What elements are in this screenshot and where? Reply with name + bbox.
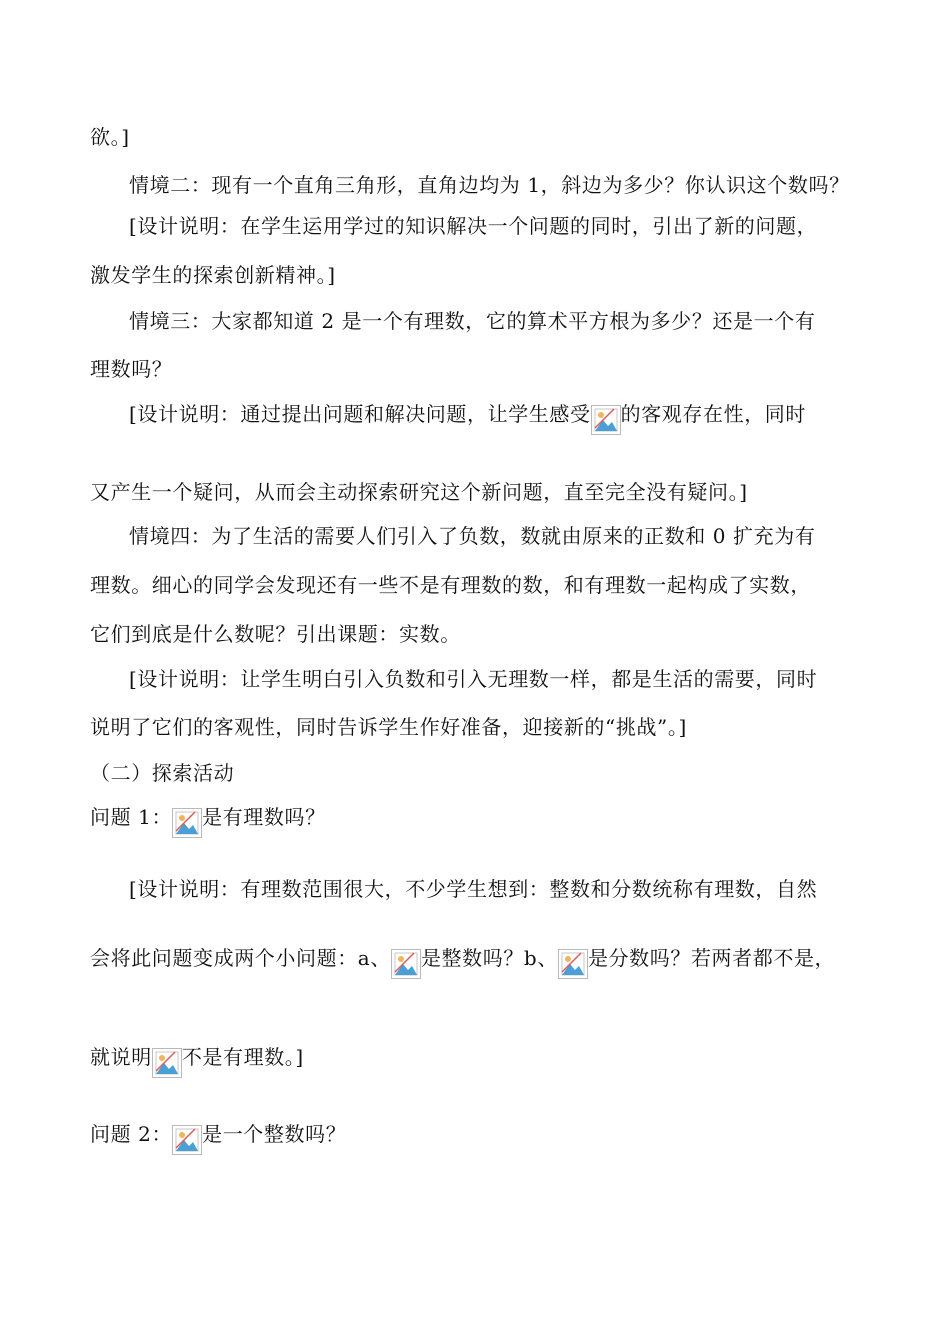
text-line: 说明了它们的客观性，同时告诉学生作好准备，迎接新的“挑战”。] xyxy=(90,715,687,739)
broken-image-icon xyxy=(152,1048,182,1078)
broken-image-icon xyxy=(172,1125,202,1155)
text-segment: 的客观存在性，同时 xyxy=(620,402,807,426)
text-line xyxy=(90,944,835,979)
text-line: 情境四：为了生活的需要人们引入了负数，数就由原来的正数和 0 扩充为有 xyxy=(129,524,816,548)
text-line: 理数。细心的同学会发现还有一些不是有理数的数，和有理数一起构成了实数， xyxy=(90,573,811,597)
question-line xyxy=(90,803,326,838)
text-line: 情境二：现有一个直角三角形，直角边均为 1，斜边为多少？你认识这个数吗？ xyxy=(129,173,850,197)
text-line: [设计说明：有理数范围很大，不少学生想到：整数和分数统称有理数，自然 xyxy=(129,877,818,901)
text-segment: 问题 1： xyxy=(90,805,173,829)
text-line: 理数吗？ xyxy=(90,357,173,381)
text-segment: 问题 2： xyxy=(90,1122,173,1146)
text-segment: 是分数吗？若两者都不是， xyxy=(587,946,836,970)
text-line: [设计说明：让学生明白引入负数和引入无理数一样，都是生活的需要，同时 xyxy=(129,667,818,691)
text-line xyxy=(90,1043,304,1078)
question-line xyxy=(90,1120,346,1155)
text-line xyxy=(129,400,806,435)
text-line: [设计说明：在学生运用学过的知识解决一个问题的同时，引出了新的问题， xyxy=(129,214,818,238)
text-line: 它们到底是什么数呢？引出课题：实数。 xyxy=(90,622,461,646)
text-segment: 是有理数吗？ xyxy=(202,805,326,829)
broken-image-icon xyxy=(558,949,588,979)
section-heading: （二）探索活动 xyxy=(90,761,235,785)
text-segment: 就说明 xyxy=(90,1045,152,1069)
text-line: 又产生一个疑问，从而会主动探索研究这个新问题，直至完全没有疑问。] xyxy=(90,480,748,504)
text-segment: 不是有理数。] xyxy=(181,1045,304,1069)
text-segment: [设计说明：通过提出问题和解决问题，让学生感受 xyxy=(129,402,591,426)
broken-image-icon xyxy=(172,808,202,838)
text-segment: 是一个整数吗？ xyxy=(202,1122,347,1146)
text-line: 激发学生的探索创新精神。] xyxy=(90,263,336,287)
text-segment: 会将此问题变成两个小问题：a、 xyxy=(90,946,391,970)
text-line: 情境三：大家都知道 2 是一个有理数，它的算术平方根为多少？还是一个有 xyxy=(129,309,816,333)
text-segment: 是整数吗？b、 xyxy=(420,946,558,970)
broken-image-icon xyxy=(391,949,421,979)
text-line: 欲。] xyxy=(90,125,130,149)
broken-image-icon xyxy=(591,405,621,435)
